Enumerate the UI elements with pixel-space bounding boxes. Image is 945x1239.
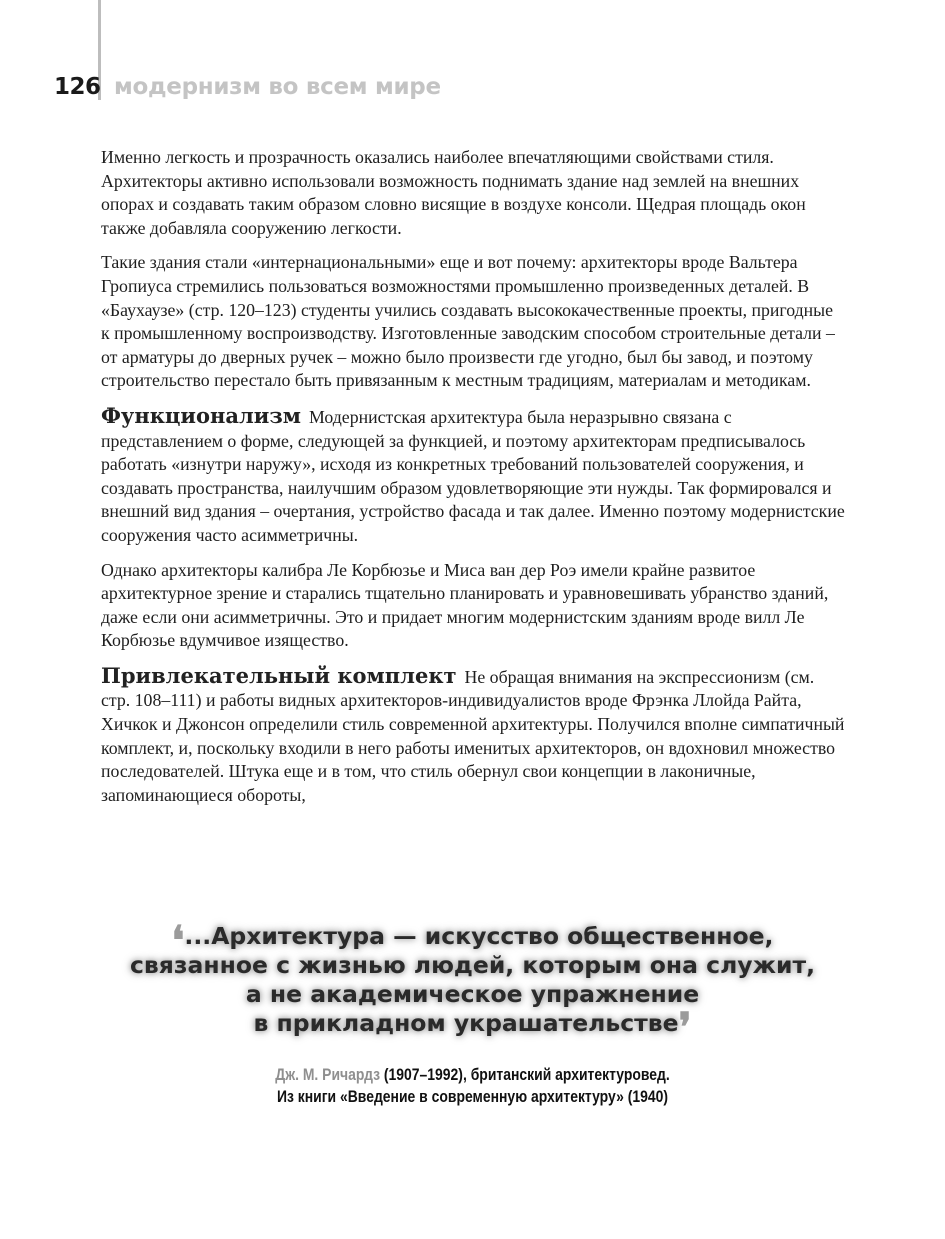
paragraph-1	[101, 146, 846, 240]
page-number: 126	[54, 74, 101, 100]
page-header	[54, 70, 441, 104]
quote-line: ...Архитектура — искусство общественное,	[184, 922, 774, 950]
quote-line: в прикладном украшательстве	[253, 1009, 679, 1037]
paragraph-2	[101, 251, 846, 393]
paragraph-3	[101, 404, 846, 548]
close-quote-icon: ❜	[678, 1004, 692, 1051]
attribution-details: (1907–1992), британский архитектуровед.	[380, 1065, 670, 1084]
subhead-functionalism: Функционализм	[101, 402, 302, 428]
paragraph-text: Такие здания стали «интернациональными» еще и вот почему: архитекторы вроде Вальтера Гропиуса стремились пользоваться возможностями промышленно произведенных деталей. В «Баухаузе» (стр. 120–123) студенты учились создавать высококачественные проекты, пригодные к промышленному воспроизводству. Изготовленные заводским способом строительные детали – от арматуры до дверных ручек – можно было произвести где угодно, был бы завод, и поэтому строительство перестало быть привязанным к местным традициям, материалам и методикам.	[101, 252, 835, 391]
quote-line: а не академическое упражнение	[245, 980, 700, 1008]
paragraph-text: Модернистская архитектура была неразрывно связана с представлением о форме, следующей за функцией, и поэтому архитекторам предписывалось работать «изнутри наружу», исходя из конкретных требований пользователей сооружения, и создавать пространства, наилучшим образом удовлетворяющие эти нужды. Так формировался и внешний вид здания – очертания, устройство фасада и так далее. Именно поэтому модернистские сооружения часто асимметричны.	[101, 406, 845, 545]
body-text	[101, 146, 846, 818]
subhead-attractive-set: Привлекательный комплект	[101, 662, 457, 688]
attribution-author: Дж. М. Ричардз	[275, 1065, 381, 1084]
open-quote-icon: ❛	[171, 917, 185, 964]
paragraph-text: Однако архитекторы калибра Ле Корбюзье и Миса ван дер Роэ имели крайне развитое архитектурное зрение и старались тщательно планировать и уравновешивать убранство зданий, даже если они асимметричны. Это и придает многим модернистским зданиям вроде вилл Ле Корбюзье вдумчивое изящество.	[101, 559, 829, 651]
paragraph-5	[101, 664, 846, 808]
attribution-source: Из книги «Введение в современную архитектуру» (1940)	[276, 1087, 669, 1106]
quote-line: связанное с жизнью людей, которым она служит,	[129, 951, 816, 979]
pull-quote	[120, 917, 825, 1108]
paragraph-4	[101, 559, 846, 653]
paragraph-text: Именно легкость и прозрачность оказались наиболее впечатляющими свойствами стиля. Архитекторы активно использовали возможность поднимать здание над землей на внешних опорах и создавать таким образом словно висящие в воздухе консоли. Щедрая площадь окон также добавляла сооружению легкости.	[101, 147, 806, 238]
running-title: модернизм во всем мире	[114, 74, 441, 100]
paragraph-text: Не обращая внимания на экспрессионизм (см. стр. 108–111) и работы видных архитекторов-индивидуалистов вроде Фрэнка Ллойда Райта, Хичкок и Джонсон определили стиль современной архитектуры. Получился вполне симпатичный комплект, и, поскольку входили в него работы именитых архитекторов, он вдохновил множество последователей. Штука еще и в том, что стиль обернул свои концепции в лаконичные, запоминающиеся обороты,	[101, 666, 845, 805]
quote-attribution	[183, 1064, 761, 1108]
quote-text	[120, 917, 825, 1051]
